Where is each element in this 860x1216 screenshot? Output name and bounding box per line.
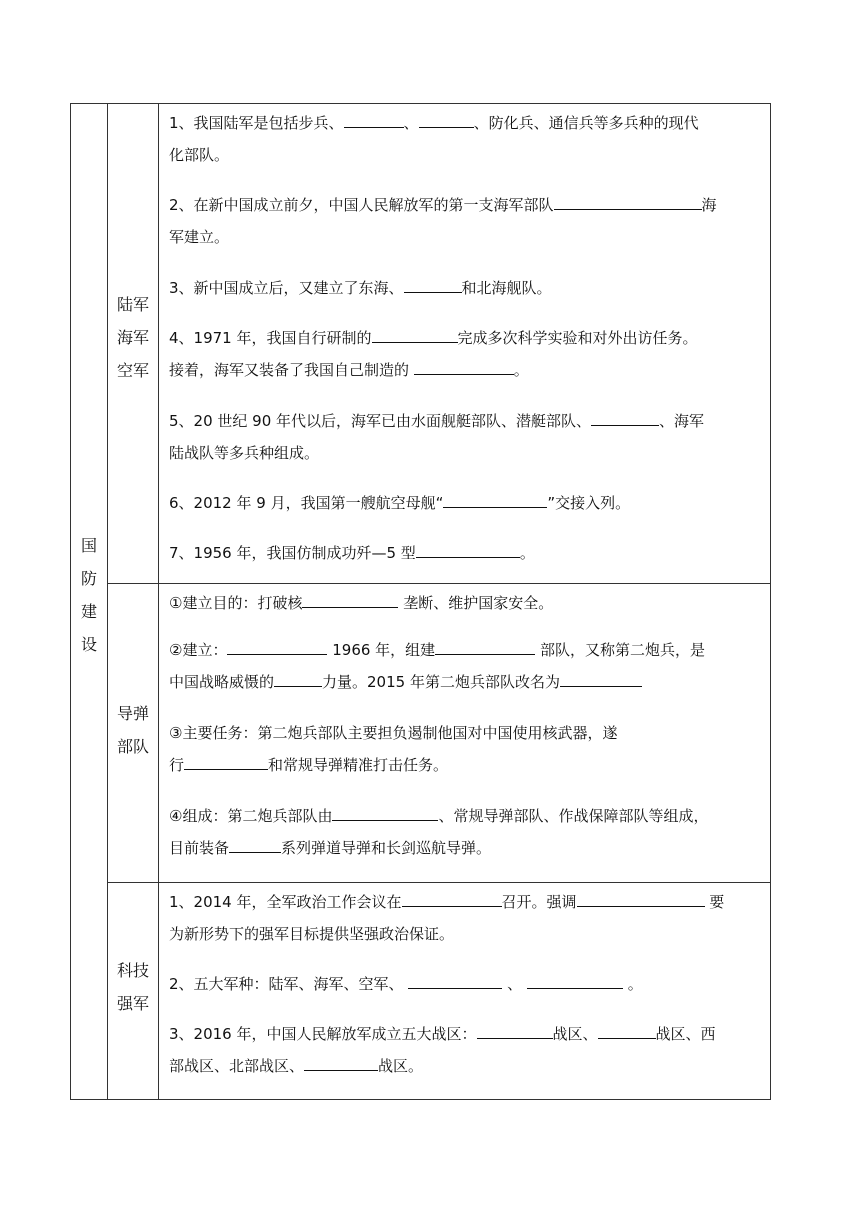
fill-blank[interactable] [477, 1020, 553, 1039]
section-label-army [108, 103, 159, 584]
fill-blank[interactable] [408, 970, 502, 989]
section-content-missile [159, 583, 771, 883]
question-item: ③主要任务：第二炮兵部队主要担负遏制他国对中国使用核武器，遂 行 和常规导弹精准打击任务。 [169, 724, 618, 774]
fill-blank[interactable] [414, 356, 514, 375]
question-item: 7、1956 年，我国仿制成功歼—5 型 。 [169, 537, 764, 569]
section-label-line: 导弹 [116, 704, 149, 723]
question-item: 1、我国陆军是包括步兵、 、 、防化兵、通信兵等多兵种的现代 化部队。 [169, 107, 764, 171]
question-item: 2、五大军种：陆军、海军、空军、 、 。 [169, 968, 764, 1000]
fill-blank[interactable] [443, 489, 547, 508]
side-title-char: 设 [80, 635, 97, 654]
section-content-army [159, 103, 771, 584]
question-item: 2、在新中国成立前夕，中国人民解放军的第一支海军部队 海 军建立。 [169, 189, 764, 253]
fill-blank[interactable] [372, 324, 458, 343]
question-item: ②建立： 1966 年，组建 部队，又称第二炮兵，是 中国战略威慑的 力量。2015 年第二炮兵部队改名为 [169, 634, 764, 698]
fill-blank[interactable] [419, 109, 474, 128]
section-label-line: 空军 [116, 361, 149, 380]
fill-blank[interactable] [416, 539, 520, 558]
fill-blank[interactable] [344, 109, 404, 128]
fill-blank[interactable] [302, 589, 398, 608]
fill-blank[interactable] [598, 1020, 656, 1039]
question-item: 6、2012 年 9 月，我国第一艘航空母舰“ ”交接入列。 [169, 487, 764, 519]
question-item: 5、20 世纪 90 年代以后，海军已由水面舰艇部队、潜艇部队、 、海军 陆战队等多兵种组成。 [169, 405, 764, 469]
section-label-tech [108, 882, 159, 1100]
section-label-line: 陆军 [116, 295, 149, 314]
section-label-line: 海军 [116, 328, 149, 347]
fill-blank[interactable] [435, 636, 535, 655]
fill-blank[interactable] [332, 802, 438, 821]
question-item: 4、1971 年，我国自行研制的 完成多次科学实验和对外出访任务。 接着，海军又装备了我国自己制造的 。 [169, 322, 764, 386]
fill-blank[interactable] [527, 970, 623, 989]
section-label-line: 强军 [116, 994, 149, 1013]
side-title-char: 防 [80, 569, 97, 588]
fill-blank[interactable] [274, 668, 322, 687]
fill-blank[interactable] [304, 1052, 378, 1071]
side-title-char: 国 [80, 536, 97, 555]
fill-blank[interactable] [229, 834, 281, 853]
fill-blank[interactable] [554, 191, 702, 210]
side-title-char: 建 [80, 602, 97, 621]
fill-blank[interactable] [404, 274, 462, 293]
question-item: ④组成：第二炮兵部队由 、常规导弹部队、作战保障部队等组成， 目前装备 系列弹道导弹和长剑巡航导弹。 [169, 800, 764, 864]
fill-blank[interactable] [402, 888, 502, 907]
fill-blank[interactable] [591, 407, 659, 426]
fill-blank[interactable] [560, 668, 642, 687]
side-title-column [70, 103, 108, 1100]
section-content-tech [159, 882, 771, 1100]
section-label-line: 科技 [116, 961, 149, 980]
question-item: 3、2016 年，中国人民解放军成立五大战区： 战区、 战区、西 部战区、北部战区、 战区。 [169, 1018, 764, 1082]
fill-blank[interactable] [184, 751, 268, 770]
section-label-missile [108, 583, 159, 883]
fill-blank[interactable] [577, 888, 705, 907]
question-item: 1、2014 年，全军政治工作会议在 召开。强调 要 为新形势下的强军目标提供坚强政治保证。 [169, 886, 764, 950]
question-item: 3、新中国成立后，又建立了东海、 和北海舰队。 [169, 272, 764, 304]
section-label-line: 部队 [116, 737, 149, 756]
question-item: ①建立目的：打破核 垄断、维护国家安全。 [169, 587, 764, 619]
fill-blank[interactable] [227, 636, 327, 655]
